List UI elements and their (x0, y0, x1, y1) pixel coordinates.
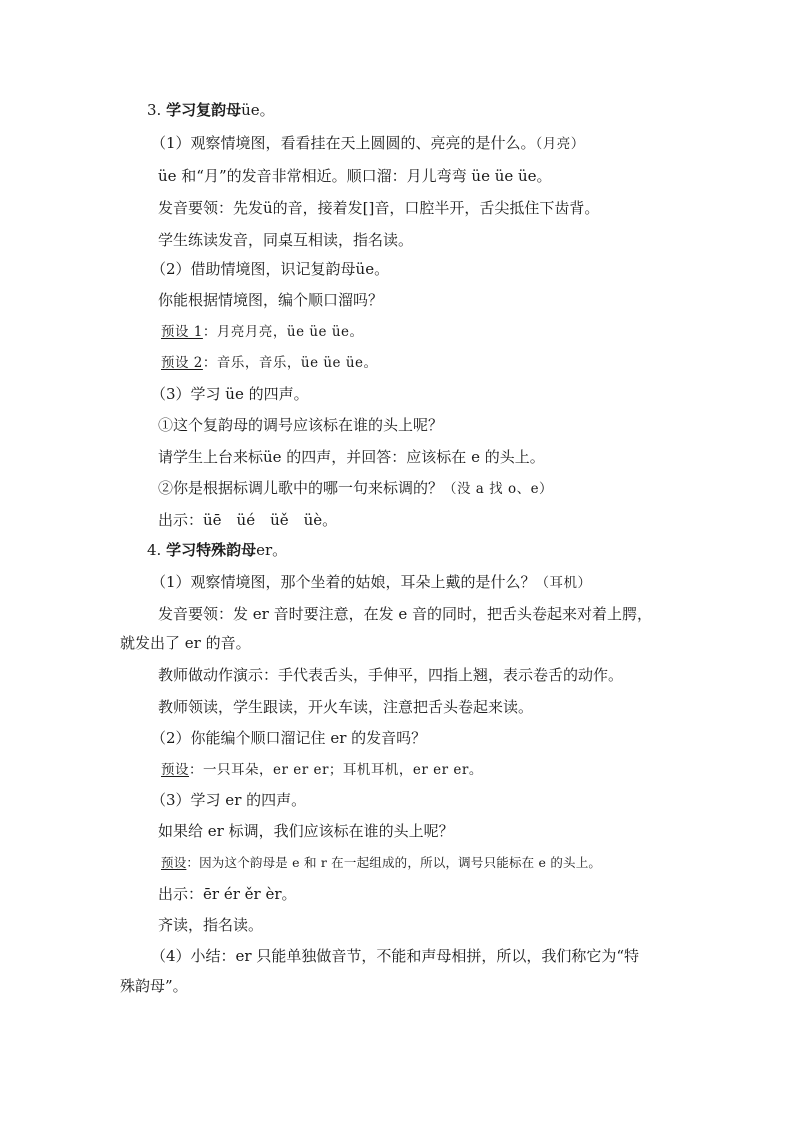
paragraph-line: （3）学习 er 的四声。 (151, 791, 307, 809)
paragraph-line: （2）你能编个顺口溜记住 er 的发音吗？ (151, 729, 427, 747)
paragraph-line: 发音要领：先发ü的音，接着发[]音，口腔半开，舌尖抵住下齿背。 (158, 199, 600, 217)
preset-line: 预设：因为这个韵母是 e 和 r 在一起组成的，所以，调号只能标在 e 的头上。 (161, 855, 602, 870)
paragraph-line: （4）小结：er 只能单独做音节，不能和声母相拼，所以，我们称它为“特 (151, 947, 640, 965)
answer-note: （没 a 找 o、e） (443, 481, 554, 497)
paragraph-line: 教师领读，学生跟读，开火车读，注意把舌头卷起来读。 (158, 698, 534, 716)
preset-line: 预设：一只耳朵，er er er；耳机耳机，er er er。 (161, 762, 483, 778)
paragraph-line: ①这个复韵母的调号应该标在谁的头上呢？ (158, 416, 444, 434)
preset-label: 预设 (161, 762, 189, 778)
paragraph-line: （2）借助情境图，识记复韵母üe。 (151, 260, 390, 278)
preset-label: 预设 2 (161, 355, 203, 371)
section-heading-4: 4. 学习特殊韵母er。 (147, 541, 288, 559)
paragraph-line: ②你是根据标调儿歌中的哪一句来标调的？（没 a 找 o、e） (158, 479, 554, 497)
paragraph-line: （3）学习 üe 的四声。 (151, 385, 309, 403)
paragraph-line: 齐读，指名读。 (158, 916, 264, 934)
answer-note: （耳机） (535, 575, 592, 591)
answer-note: （月亮） (535, 136, 585, 152)
paragraph-line: 请学生上台来标üe 的四声，并回答：应该标在 e 的头上。 (158, 448, 545, 466)
preset-label: 预设 (161, 855, 187, 870)
paragraph-line: 就发出了 er 的音。 (120, 634, 251, 652)
paragraph-line: 发音要领：发 er 音时要注意，在发 e 音的同时，把舌头卷起来对着上腭， (158, 605, 652, 623)
paragraph-line: 如果给 er 标调，我们应该标在谁的头上呢？ (158, 822, 454, 840)
paragraph-line: （1）观察情境图，那个坐着的姑娘，耳朵上戴的是什么？（耳机） (151, 573, 592, 591)
paragraph-line: 殊韵母”。 (120, 977, 188, 995)
paragraph-line: 学生练读发音，同桌互相读，指名读。 (158, 231, 414, 249)
preset-line: 预设 1：月亮月亮，üe üe üe。 (161, 324, 364, 340)
paragraph-line: üe 和“月”的发音非常相近。顺口溜：月儿弯弯 üe üe üe。 (158, 167, 552, 185)
section-heading-3: 3. 学习复韵母üe。 (147, 101, 275, 119)
preset-line: 预设 2：音乐，音乐，üe üe üe。 (161, 355, 378, 371)
paragraph-line: （1）观察情境图，看看挂在天上圆圆的、亮亮的是什么。（月亮） (151, 134, 585, 152)
paragraph-line: 出示：üē üé üě üè。 (158, 511, 338, 529)
preset-label: 预设 1 (161, 324, 203, 340)
paragraph-line: 教师做动作演示：手代表舌头，手伸平，四指上翘，表示卷舌的动作。 (158, 666, 624, 684)
paragraph-line: 你能根据情境图，编个顺口溜吗？ (158, 291, 384, 309)
paragraph-line: 出示：ēr ér ěr èr。 (158, 885, 297, 903)
